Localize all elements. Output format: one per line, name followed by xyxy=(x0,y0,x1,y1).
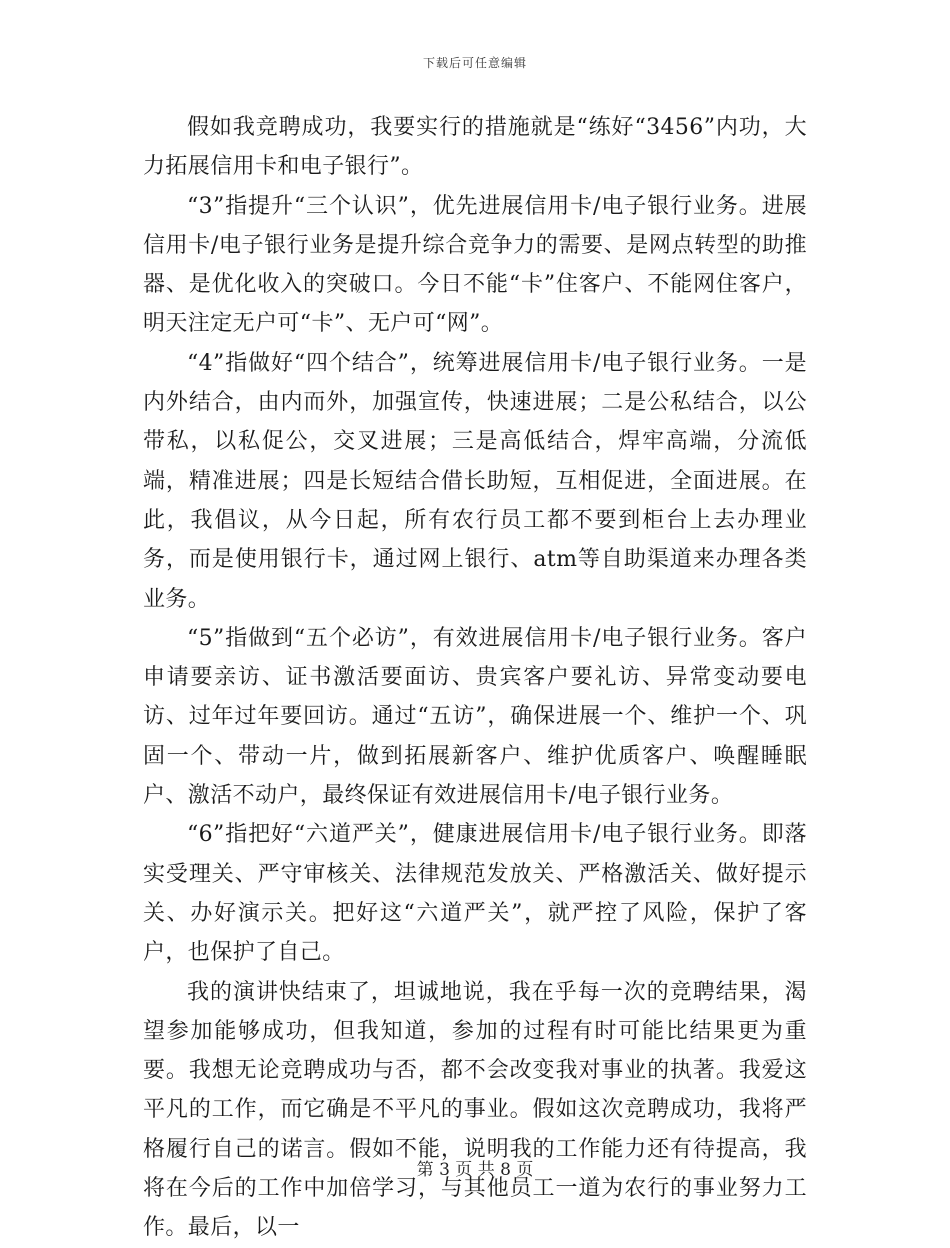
paragraph-measures: 假如我竞聘成功，我要实行的措施就是“练好“3456”内功，大力拓展信用卡和电子银行”。 xyxy=(143,115,807,180)
paragraph-four-combinations: “4”指做好“四个结合”，统筹进展信用卡/电子银行业务。一是内外结合，由内而外，加强宣传，快速进展；二是公私结合，以公带私，以私促公，交叉进展；三是高低结合，焊牢高端，分流低端，精准进展；四是长短结合借长助短，互相促进，全面进展。在此，我倡议，从今日起，所有农行员工都不要到柜台上去办理业务，而是使用银行卡，通过网上银行、atm等自助渠道来办理各类业务。 xyxy=(143,350,807,612)
page-footer xyxy=(0,1155,950,1180)
paragraph-six-checkpoints: “6”指把好“六道严关”，健康进展信用卡/电子银行业务。即落实受理关、严守审核关、法律规范发放关、严格激活关、做好提示关、办好演示关。把好这“六道严关”，就严控了风险，保护了客户，也保护了自己。 xyxy=(143,822,807,966)
page-header-note: 下载后可任意编辑 xyxy=(422,56,527,70)
paragraph-five-visits: “5”指做到“五个必访”，有效进展信用卡/电子银行业务。客户申请要亲访、证书激活要面访、贵宾客户要礼访、异常变动要电访、过年过年要回访。通过“五访”，确保进展一个、维护一个、巩固一个、带动一片，做到拓展新客户、维护优质客户、唤醒睡眠户、激活不动户，最终保证有效进展信用卡/电子银行业务。 xyxy=(143,625,807,809)
paragraph-three-awareness: “3”指提升“三个认识”，优先进展信用卡/电子银行业务。进展信用卡/电子银行业务是提升综合竞争力的需要、是网点转型的助推器、是优化收入的突破口。今日不能“卡”住客户、不能网住客户，明天注定无户可“卡”、无户可“网”。 xyxy=(143,193,807,337)
document-body xyxy=(143,108,807,1248)
paragraph-closing: 我的演讲快结束了，坦诚地说，我在乎每一次的竞聘结果，渴望参加能够成功，但我知道，参加的过程有时可能比结果更为重要。我想无论竞聘成功与否，都不会改变我对事业的执著。我爱这平凡的工作，而它确是不平凡的事业。假如这次竞聘成功，我将严格履行自己的诺言。假如不能，说明我的工作能力还有待提高，我将在今后的工作中加倍学习，与其他员工一道为农行的事业努力工作。最后，以一 xyxy=(143,979,807,1241)
page-number-label: 第 3 页 共 8 页 xyxy=(416,1160,534,1180)
